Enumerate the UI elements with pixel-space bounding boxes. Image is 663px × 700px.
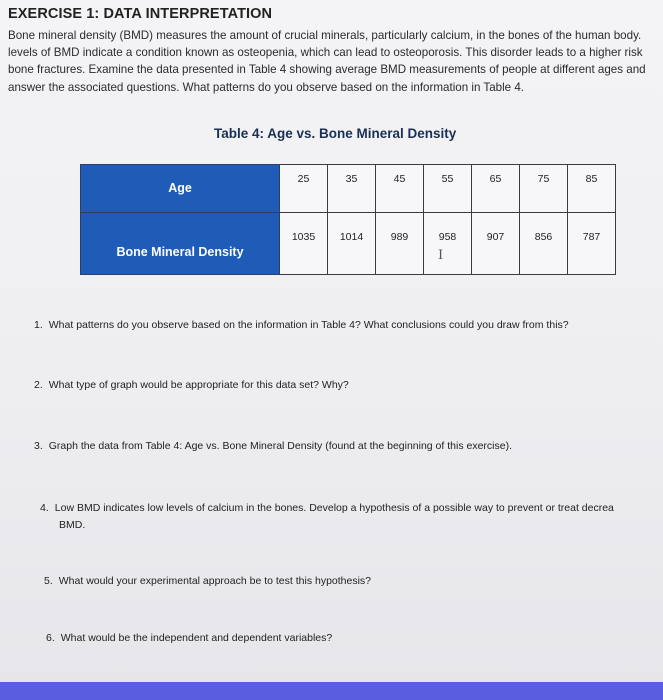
question-number: 4. [40, 502, 49, 514]
question-number: 2. [34, 379, 43, 391]
age-row-header: Age [81, 165, 280, 213]
age-cell: 75 [520, 165, 568, 213]
bmd-cell: 856 [520, 213, 568, 275]
exercise-title: EXERCISE 1: DATA INTERPRETATION [8, 6, 273, 22]
question-5 [44, 575, 371, 587]
bmd-row [81, 213, 616, 275]
question-number: 3. [34, 440, 43, 452]
question-3 [34, 440, 512, 452]
question-text: What would your experimental approach be to test this hypothesis? [58, 575, 372, 587]
age-cell: 25 [280, 165, 328, 213]
question-text: Low BMD indicates low levels of calcium in the bones. Develop a hypothesis of a possible way to prevent or treat decrea [54, 502, 614, 514]
question-text: What patterns do you observe based on the information in Table 4? What conclusions could you draw from this? [48, 319, 569, 331]
question-number: 6. [46, 632, 55, 644]
question-text: What type of graph would be appropriate for this data set? Why? [48, 379, 349, 391]
question-number: 1. [34, 319, 43, 331]
question-text: What would be the independent and dependent variables? [60, 632, 333, 644]
text-cursor-icon: I [438, 248, 444, 263]
age-cell: 35 [328, 165, 376, 213]
age-cell: 45 [376, 165, 424, 213]
age-cell: 65 [472, 165, 520, 213]
age-row [81, 165, 616, 213]
intro-paragraph [8, 27, 658, 96]
bmd-row-header: Bone Mineral Density [81, 213, 280, 275]
bmd-cell: 1035 [280, 213, 328, 275]
question-2 [34, 379, 349, 391]
bmd-cell: 787 [568, 213, 616, 275]
age-bmd-table [80, 164, 616, 275]
age-cell: 85 [568, 165, 616, 213]
intro-line-1: Bone mineral density (BMD) measures the amount of crucial minerals, particularly calcium, in the bones of the human body. [8, 29, 642, 42]
table-caption: Table 4: Age vs. Bone Mineral Density [214, 126, 457, 141]
intro-line-4: answer the associated questions. What patterns do you observe based on the information in Table 4. [8, 80, 525, 94]
question-number: 5. [44, 575, 53, 587]
question-text: Graph the data from Table 4: Age vs. Bone Mineral Density (found at the beginning of this exercise). [48, 440, 513, 452]
question-4-continuation: BMD. [59, 519, 86, 531]
intro-line-2: levels of BMD indicate a condition known as osteopenia, which can lead to osteoporosis. This disorder leads to a higher risk [8, 46, 643, 60]
age-cell: 55 [424, 165, 472, 213]
question-1 [34, 319, 569, 331]
question-4 [40, 502, 614, 514]
bmd-cell: 989 [376, 213, 424, 275]
intro-line-3: bone fractures. Examine the data presented in Table 4 showing average BMD measurements of people at different ages and [8, 63, 646, 77]
bottom-color-bar [0, 682, 663, 700]
question-6 [46, 632, 332, 644]
bmd-cell: 958 [424, 213, 472, 275]
bmd-cell: 1014 [328, 213, 376, 275]
bmd-cell: 907 [472, 213, 520, 275]
